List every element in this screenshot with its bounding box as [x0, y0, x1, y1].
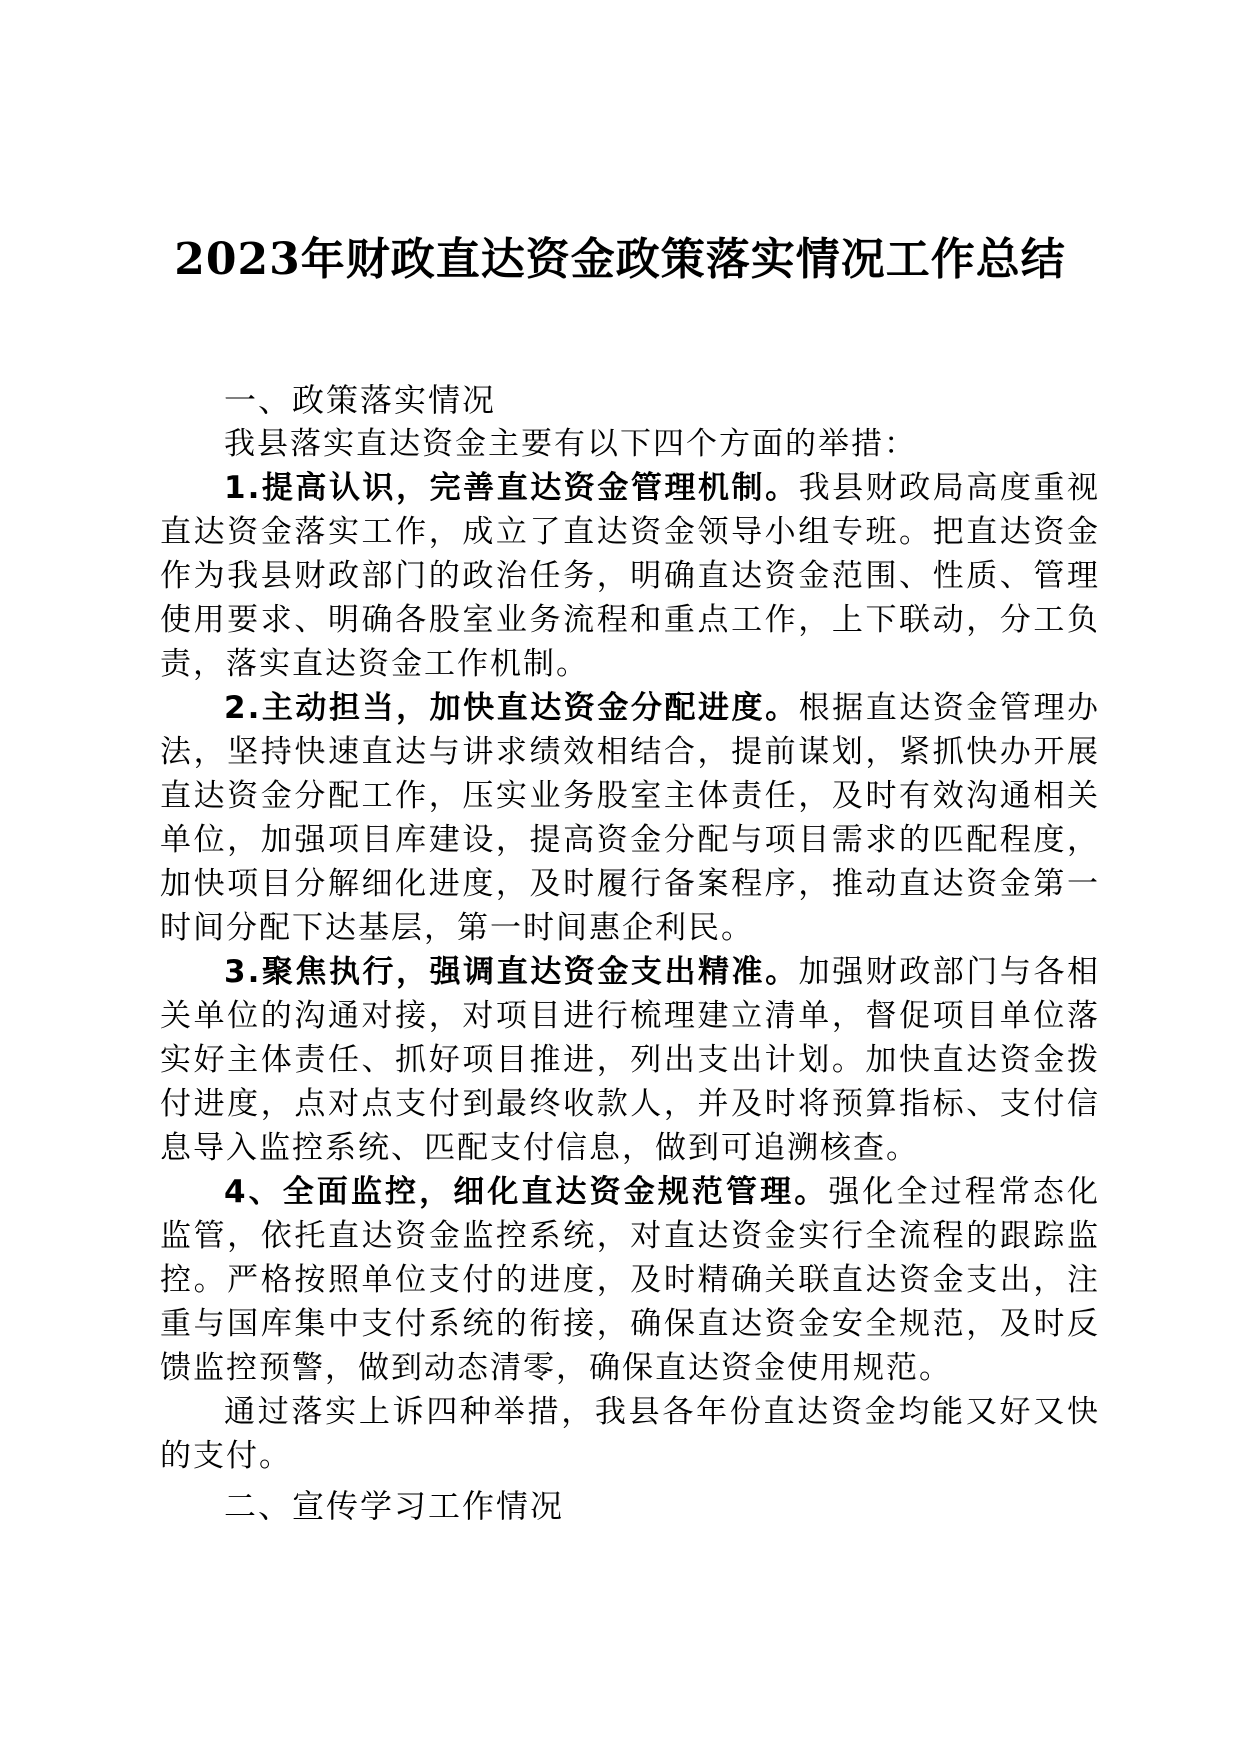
measure-lead-4: 4、全面监控，细化直达资金规范管理。 — [224, 1174, 829, 1210]
conclusion-paragraph: 通过落实上诉四种举措，我县各年份直达资金均能又好又快的支付。 — [160, 1394, 1100, 1474]
measure-paragraph-3 — [160, 950, 1100, 1170]
section-heading-1: 一、政策落实情况 — [224, 381, 497, 419]
measure-paragraph-1 — [160, 466, 1100, 686]
measure-paragraph-2 — [160, 686, 1100, 950]
document-title: 2023年财政直达资金政策落实情况工作总结 — [174, 234, 1066, 285]
measure-text-1: 我县财政局高度重视直达资金落实工作，成立了直达资金领导小组专班。把直达资金作为我县财政部门的政治任务，明确直达资金范围、性质、管理使用要求、明确各股室业务流程和重点工作，上下联动，分工负责，落实直达资金工作机制。 — [160, 470, 1100, 682]
measure-text-3: 加强财政部门与各相关单位的沟通对接，对项目进行梳理建立清单，督促项目单位落实好主体责任、抓好项目推进，列出支出计划。加快直达资金拨付进度，点对点支付到最终收款人，并及时将预算指标、支付信息导入监控系统、匹配支付信息，做到可追溯核查。 — [160, 954, 1100, 1166]
section-heading-2: 二、宣传学习工作情况 — [224, 1487, 565, 1525]
measure-lead-3: 3.聚焦执行，强调直达资金支出精准。 — [224, 954, 799, 990]
measure-text-2: 根据直达资金管理办法，坚持快速直达与讲求绩效相结合，提前谋划，紧抓快办开展直达资金分配工作，压实业务股室主体责任，及时有效沟通相关单位，加强项目库建设，提高资金分配与项目需求的匹配程度，加快项目分解细化进度，及时履行备案程序，推动直达资金第一时间分配下达基层，第一时间惠企利民。 — [160, 690, 1100, 946]
measure-lead-1: 1.提高认识，完善直达资金管理机制。 — [224, 470, 799, 506]
document-body — [160, 378, 1100, 1528]
measure-text-4: 强化全过程常态化监管，依托直达资金监控系统，对直达资金实行全流程的跟踪监控。严格按照单位支付的进度，及时精确关联直达资金支出，注重与国库集中支付系统的衔接，确保直达资金安全规范，及时反馈监控预警，做到动态清零，确保直达资金使用规范。 — [160, 1174, 1100, 1386]
measure-lead-2: 2.主动担当，加快直达资金分配进度。 — [224, 690, 799, 726]
intro-paragraph: 我县落实直达资金主要有以下四个方面的举措： — [224, 426, 917, 462]
measure-paragraph-4 — [160, 1170, 1100, 1390]
